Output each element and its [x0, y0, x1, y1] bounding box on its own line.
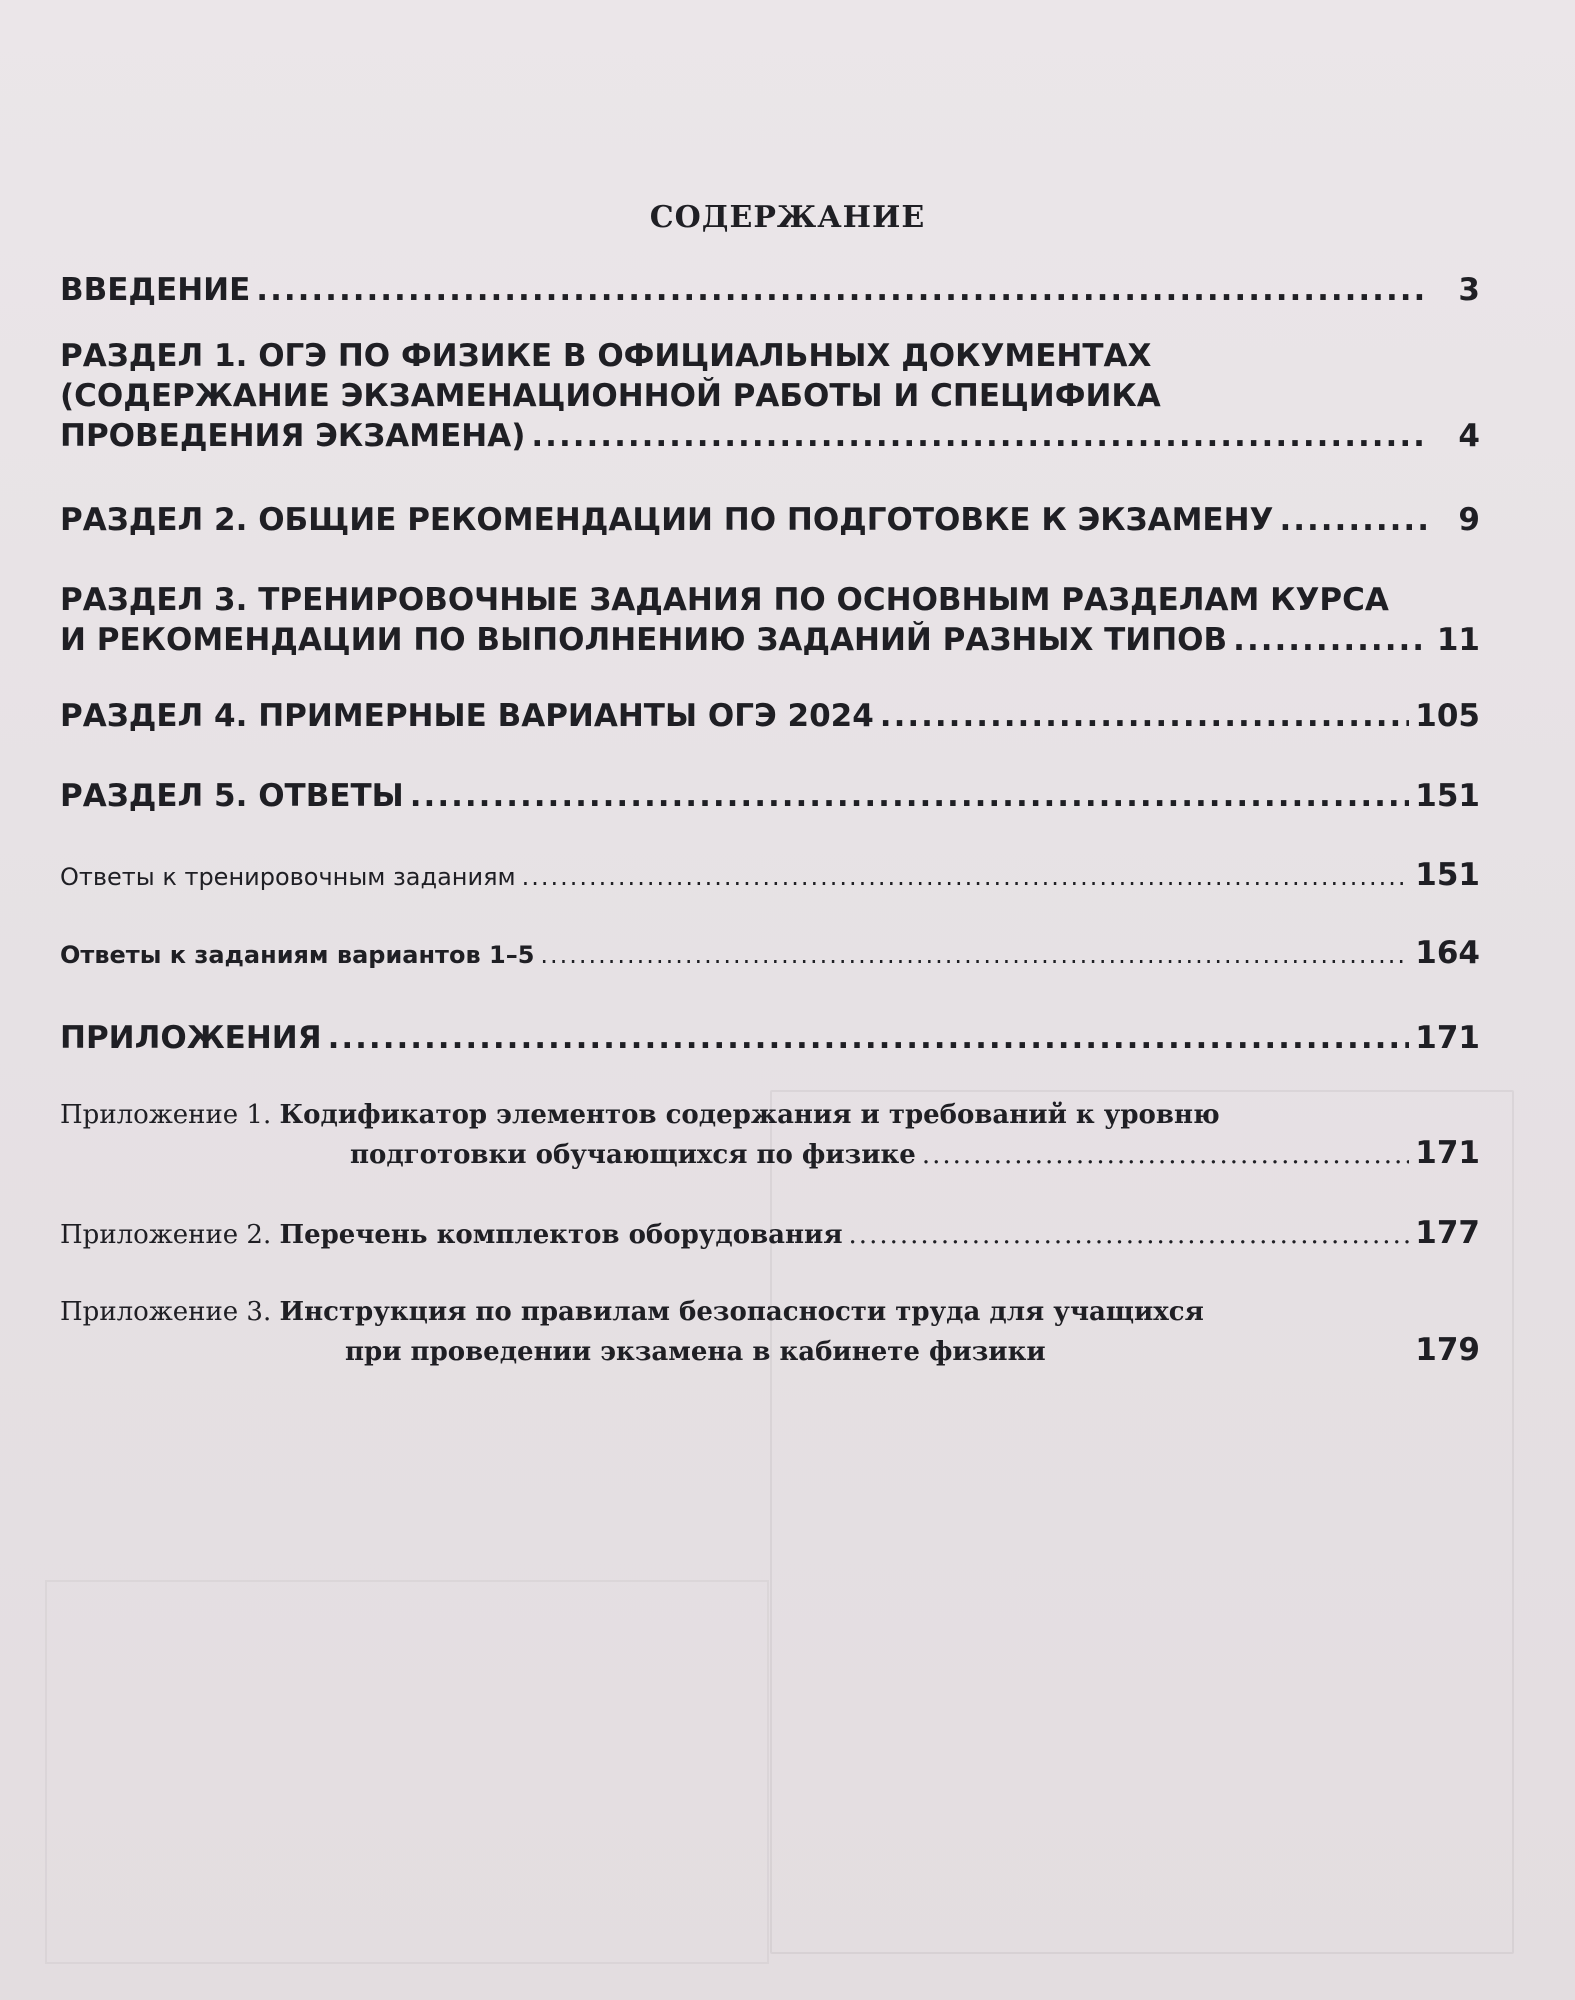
- toc-leader-dots: [256, 270, 1428, 310]
- appendix-label: Приложение 1.: [60, 1100, 272, 1130]
- toc-entry-title: РАЗДЕЛ 5. ОТВЕТЫ: [60, 778, 404, 814]
- toc-entry-section-5[interactable]: [60, 776, 1480, 816]
- toc-entry-answers-variants[interactable]: [60, 936, 1480, 972]
- toc-leader-dots: [1233, 620, 1428, 660]
- toc-entry-introduction[interactable]: [60, 270, 1480, 310]
- toc-entry-title: Перечень комплектов оборудования: [279, 1220, 843, 1250]
- toc-leader-dots: [328, 1018, 1410, 1058]
- toc-entry-title: ВВЕДЕНИЕ: [60, 272, 251, 308]
- toc-leader-dots: [1279, 500, 1428, 540]
- toc-entry-title-line: Инструкция по правилам безопасности труда для учащихся: [279, 1297, 1204, 1327]
- toc-entry-section-3[interactable]: [60, 580, 1480, 660]
- toc-entry-section-4[interactable]: [60, 696, 1480, 736]
- toc-entry-appendices[interactable]: [60, 1018, 1480, 1058]
- toc-entry-title-line: РАЗДЕЛ 3. ТРЕНИРОВОЧНЫЕ ЗАДАНИЯ ПО ОСНОВНЫМ РАЗДЕЛАМ КУРСА: [60, 582, 1389, 618]
- toc-entry-title-line: И РЕКОМЕНДАЦИИ ПО ВЫПОЛНЕНИЮ ЗАДАНИЙ РАЗНЫХ ТИПОВ: [60, 622, 1228, 658]
- toc-page-number: 151: [1415, 778, 1480, 814]
- bleed-through-table-left: [45, 1580, 769, 1964]
- page-title: СОДЕРЖАНИЕ: [649, 200, 926, 235]
- toc-entry-appendix-1[interactable]: [60, 1096, 1480, 1174]
- toc-page-number: 177: [1415, 1215, 1480, 1251]
- toc-entry-appendix-2[interactable]: [60, 1214, 1480, 1254]
- toc-page-number: 171: [1415, 1020, 1480, 1056]
- toc-page-number: 164: [1415, 935, 1480, 971]
- toc-entry-title: ПРИЛОЖЕНИЯ: [60, 1020, 322, 1056]
- toc-page-number: 3: [1458, 272, 1480, 308]
- toc-entry-title: Ответы к тренировочным заданиям: [60, 863, 516, 891]
- toc-leader-dots: [531, 416, 1428, 456]
- toc-leader-dots: [410, 776, 1410, 816]
- appendix-label: Приложение 3.: [60, 1297, 272, 1327]
- toc-page-number: 11: [1436, 622, 1480, 658]
- toc-page-number: 4: [1458, 418, 1480, 454]
- toc-entry-title: РАЗДЕЛ 4. ПРИМЕРНЫЕ ВАРИАНТЫ ОГЭ 2024: [60, 698, 874, 734]
- toc-entry-title: РАЗДЕЛ 2. ОБЩИЕ РЕКОМЕНДАЦИИ ПО ПОДГОТОВКЕ К ЭКЗАМЕНУ: [60, 502, 1274, 538]
- toc-leader-dots: [849, 1216, 1410, 1254]
- toc-leader-dots: [540, 938, 1409, 972]
- toc-leader-dots: [922, 1136, 1409, 1174]
- toc-entry-section-2[interactable]: [60, 500, 1480, 540]
- toc-entry-title: Ответы к заданиям вариантов 1–5: [60, 941, 535, 969]
- toc-entry-title-line: (СОДЕРЖАНИЕ ЭКЗАМЕНАЦИОННОЙ РАБОТЫ И СПЕЦИФИКА: [60, 378, 1161, 414]
- toc-page-number: 105: [1415, 698, 1480, 734]
- toc-entry-title-line: РАЗДЕЛ 1. ОГЭ ПО ФИЗИКЕ В ОФИЦИАЛЬНЫХ ДОКУМЕНТАХ: [60, 338, 1152, 374]
- toc-entry-title-line: подготовки обучающихся по физике: [350, 1140, 916, 1170]
- toc-leader-dots: [522, 860, 1410, 894]
- toc-leader-dots: [880, 696, 1409, 736]
- toc-page-number: 171: [1415, 1135, 1480, 1171]
- toc-page-number: 179: [1415, 1332, 1480, 1368]
- toc-page-number: 9: [1458, 502, 1480, 538]
- appendix-label: Приложение 2.: [60, 1220, 272, 1250]
- toc-entry-title-line: при проведении экзамена в кабинете физики: [345, 1337, 1046, 1367]
- toc-entry-section-1[interactable]: [60, 336, 1480, 456]
- toc-entry-title-line: Кодификатор элементов содержания и требований к уровню: [279, 1100, 1220, 1130]
- toc-entry-appendix-3[interactable]: [60, 1293, 1480, 1371]
- toc-entry-answers-training[interactable]: [60, 858, 1480, 894]
- toc-entry-title-line: ПРОВЕДЕНИЯ ЭКЗАМЕНА): [60, 418, 526, 454]
- toc-page-number: 151: [1415, 857, 1480, 893]
